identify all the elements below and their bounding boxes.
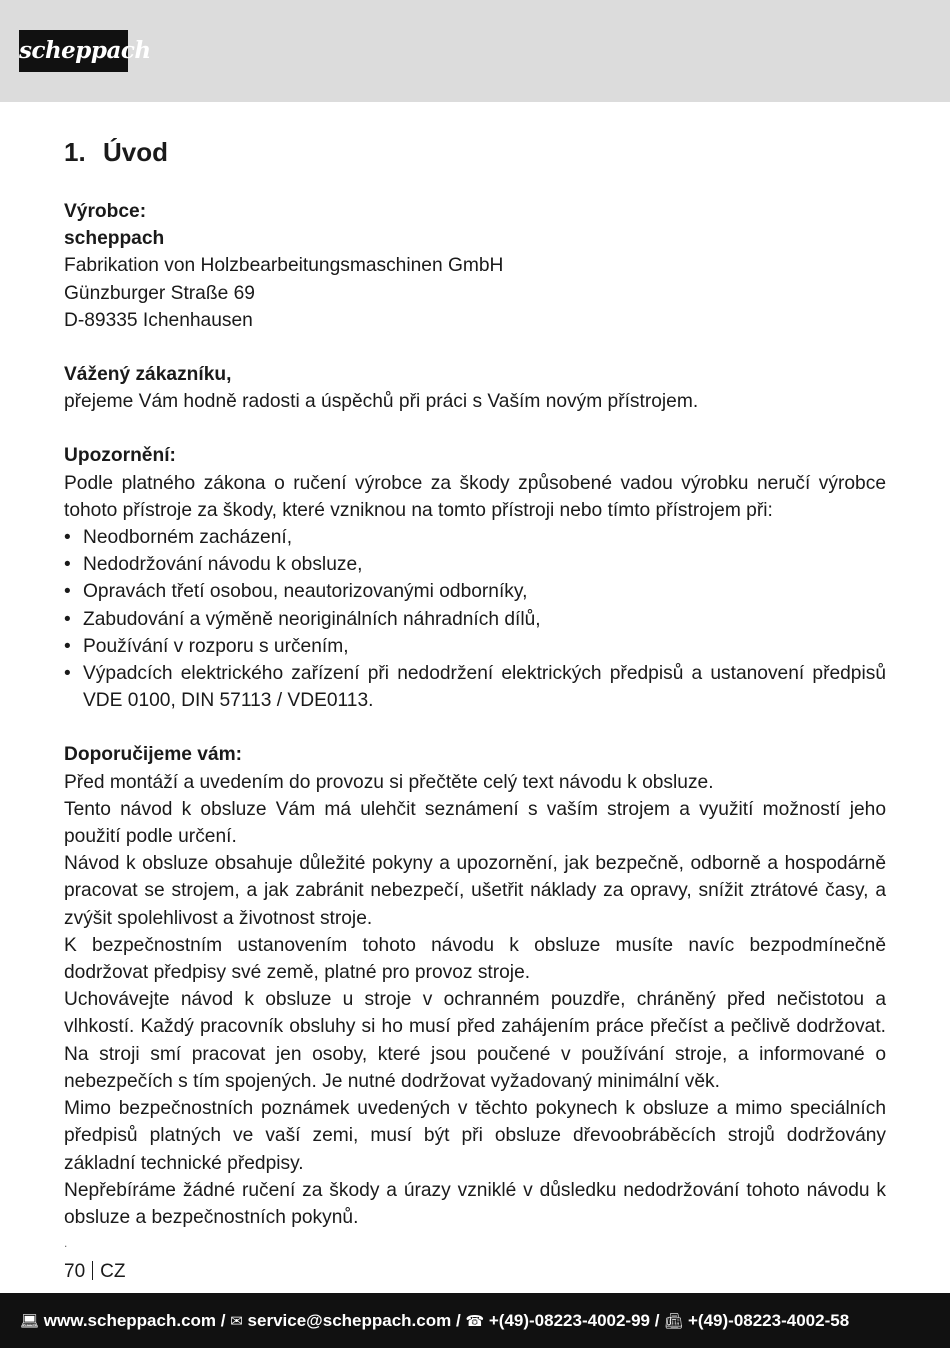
greeting-label: Vážený zákazníku,	[64, 364, 232, 386]
envelope-icon: ✉︎	[230, 1312, 243, 1330]
footer-email[interactable]: service@scheppach.com	[247, 1311, 452, 1330]
notice-label: Upozornění:	[64, 445, 176, 467]
footer-phone[interactable]: +(49)-08223-4002-99	[488, 1311, 651, 1330]
footer-separator: /	[220, 1311, 226, 1330]
greeting-text: přejeme Vám hodně radosti a úspěchů při práci s Vaším novým přístrojem.	[64, 391, 699, 413]
section-heading	[64, 134, 886, 170]
page-number-divider	[92, 1261, 93, 1280]
list-item: • Výpadcích elektrického zařízení při nedodržení elektrických předpisů a ustanovení předpisů VDE 0100, DIN 57113 / VDE0113.	[64, 660, 886, 714]
recommend-paragraph: Nepřebíráme žádné ručení za škody a úrazy vzniklé v důsledku nedodržování tohoto návodu k obsluze a bezpečnostních pokynů.	[64, 1179, 886, 1228]
list-item: • Nedodržování návodu k obsluze,	[64, 551, 886, 578]
manufacturer-label: Výrobce:	[64, 201, 147, 222]
scheppach-logo: scheppach	[19, 30, 128, 72]
recommend-paragraph: K bezpečnostním ustanovením tohoto návodu k obsluze musíte navíc bezpodmínečně dodržovat předpisy své země, platné pro provoz stroje.	[64, 934, 886, 984]
manufacturer-name: scheppach	[64, 228, 165, 250]
list-item: • Neodborném zacházení,	[64, 524, 886, 551]
manufacturer-street: Günzburger Straße 69	[64, 282, 255, 304]
section-title: Úvod	[103, 137, 168, 167]
page-header	[0, 0, 950, 102]
section-number: 1.	[64, 137, 86, 167]
footer-separator: /	[455, 1311, 461, 1330]
recommend-paragraph: Mimo bezpečnostních poznámek uvedených v těchto pokynech k obsluze a mimo speciálních předpisů platných ve vaší zemi, musí být při obsluze dřevoobráběcích strojů dodržovány základní technické předpisy.	[64, 1098, 886, 1174]
footer-fax: +(49)-08223-4002-58	[688, 1311, 850, 1330]
page-language: CZ	[100, 1261, 126, 1282]
notice-intro: Podle platného zákona o ručení výrobce za škody způsobené vadou výrobku neručí výrobce tohoto přístroje za škody, které vzniknou na tomto přístroji nebo tímto přístrojem při:	[64, 472, 886, 521]
page-footer	[0, 1293, 950, 1348]
recommend-label: Doporučijeme vám:	[64, 744, 243, 766]
footer-website[interactable]: www.scheppach.com	[43, 1311, 217, 1330]
page-content	[64, 134, 886, 1231]
recommend-paragraph: Tento návod k obsluze Vám má ulehčit seznámení s vaším strojem a využití možností jeho použití podle určení.	[64, 798, 886, 848]
list-item: • Používání v rozporu s určením,	[64, 633, 886, 660]
footer-separator: /	[654, 1311, 660, 1330]
recommend-paragraph: Návod k obsluze obsahuje důležité pokyny a upozornění, jak bezpečně, odborně a hospodárně pracovat se strojem, a jak zabránit nebezpečí, ušetřit náklady za opravy, snížit ztrátové časy, a zvýšit spolehlivost a životnost stroje.	[64, 853, 886, 929]
recommend-paragraph: Uchovávejte návod k obsluze u stroje v ochranném pouzdře, chráněný před nečistotou a vlhkostí. Každý pracovník obsluhy si ho musí před zahájením práce přečíst a pečlivě dodržovat. Na stroji smí pracovat jen osoby, které jsou poučené v používání stroje, a informované o nebezpečích s tím spojených. Je nutné dodržovat vyžadovaný minimální věk.	[64, 989, 886, 1092]
list-item: • Zabudování a výměně neoriginálních náhradních dílů,	[64, 606, 886, 633]
manufacturer-company: Fabrikation von Holzbearbeitungsmaschinen GmbH	[64, 255, 504, 277]
list-item: • Opravách třetí osobou, neautorizovanými odborníky,	[64, 578, 886, 605]
phone-icon: ☎︎	[465, 1312, 485, 1330]
page-number-value: 70	[64, 1261, 86, 1282]
recommend-paragraph: Před montáží a uvedením do provozu si přečtěte celý text návodu k obsluze.	[64, 771, 714, 793]
notice-list	[64, 524, 886, 714]
manufacturer-city: D-89335 Ichenhausen	[64, 309, 253, 331]
computer-icon: 💻︎	[20, 1312, 40, 1330]
fax-icon: 📠︎	[664, 1312, 684, 1330]
stray-dot: .	[64, 1236, 68, 1250]
page-number	[64, 1259, 125, 1285]
